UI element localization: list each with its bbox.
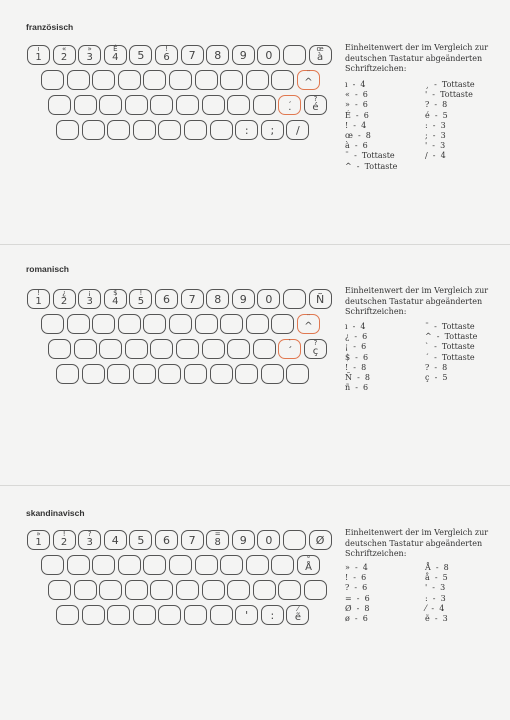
key	[78, 530, 101, 550]
key	[286, 605, 309, 625]
key	[227, 339, 250, 359]
key	[220, 70, 243, 90]
key-upper-glyph: ı	[37, 45, 40, 53]
key	[176, 339, 199, 359]
key	[184, 605, 207, 625]
key	[184, 120, 207, 140]
key	[232, 45, 255, 65]
key-upper-glyph: ¡	[88, 289, 92, 297]
key-upper-glyph: $	[113, 289, 118, 297]
key-upper-glyph: ?	[313, 95, 318, 103]
key	[41, 314, 64, 334]
key	[67, 555, 90, 575]
key	[99, 580, 122, 600]
key-lower-glyph: ç	[312, 346, 319, 357]
key-lower-glyph: 9	[239, 49, 247, 62]
key	[176, 580, 199, 600]
key-lower-glyph: .	[288, 102, 292, 113]
key-lower-glyph: 1	[35, 537, 42, 548]
char-list-left: » - 4 ! - 6 ? - 6 = - 6 Ø - 8 ø - 6	[345, 563, 370, 624]
key-lower-glyph: 6	[163, 293, 170, 306]
key-upper-glyph: ¨	[306, 70, 311, 78]
key-lower-glyph: 6	[163, 534, 170, 547]
key	[257, 530, 280, 550]
key-lower-glyph: 3	[86, 52, 93, 63]
char-list-right: ¨ - Tottaste ^ - Tottaste ` - Tottaste ´ - Tottaste ? - 8 ç - 5	[425, 322, 478, 383]
key-lower-glyph: 0	[265, 534, 273, 547]
key	[210, 605, 233, 625]
key	[150, 339, 173, 359]
key	[143, 555, 166, 575]
key	[41, 70, 64, 90]
key	[210, 364, 233, 384]
key-upper-glyph: !	[62, 530, 66, 538]
key	[125, 580, 148, 600]
key	[304, 339, 327, 359]
key-lower-glyph: 1	[35, 52, 42, 63]
key	[92, 70, 115, 90]
key-lower-glyph: 7	[188, 534, 196, 547]
key	[99, 95, 122, 115]
key-lower-glyph: é	[312, 102, 319, 113]
key-upper-glyph: ⁄	[297, 605, 299, 613]
key-lower-glyph: ^	[304, 77, 313, 88]
key	[48, 580, 71, 600]
key	[155, 530, 178, 550]
key-upper-glyph: »	[87, 45, 92, 53]
key	[107, 364, 130, 384]
key	[235, 120, 258, 140]
key	[133, 364, 156, 384]
key	[143, 314, 166, 334]
key	[232, 530, 255, 550]
key	[155, 45, 178, 65]
key	[235, 364, 258, 384]
key	[202, 339, 225, 359]
key	[169, 555, 192, 575]
key	[27, 45, 50, 65]
char-list-left: ı - 4 « - 6 » - 6 É - 6 ! - 4 œ - 8 à - 6 ¨ - Tottaste ^ - Tottaste	[345, 80, 398, 171]
key-lower-glyph: :	[270, 609, 275, 622]
key-upper-glyph: ?	[313, 339, 318, 347]
key	[184, 364, 207, 384]
key	[206, 45, 229, 65]
key	[278, 95, 301, 115]
key	[143, 70, 166, 90]
key-lower-glyph: 6	[163, 52, 170, 63]
key	[118, 70, 141, 90]
key	[169, 314, 192, 334]
key	[129, 45, 152, 65]
key	[48, 95, 71, 115]
key-lower-glyph: 7	[188, 49, 196, 62]
key	[253, 580, 276, 600]
key-lower-glyph: 2	[60, 296, 68, 307]
key-lower-glyph: ;	[270, 124, 275, 137]
key	[104, 45, 127, 65]
char-list-right: Å - 8 å - 5 ' - 3 : - 3 ⁄ - 4 ẽ - 3	[425, 563, 449, 624]
key-lower-glyph: 4	[112, 296, 119, 307]
key-upper-glyph: `	[288, 339, 292, 347]
key	[125, 339, 148, 359]
key	[283, 530, 306, 550]
key	[158, 364, 181, 384]
key	[227, 580, 250, 600]
section-title: französisch	[26, 22, 74, 32]
key	[297, 555, 320, 575]
key	[74, 95, 97, 115]
key	[283, 45, 306, 65]
key	[82, 605, 105, 625]
key-lower-glyph: 1	[35, 296, 42, 307]
key-upper-glyph: ¨	[306, 314, 311, 322]
key-upper-glyph: =	[214, 530, 221, 538]
key-lower-glyph: à	[317, 52, 324, 63]
key-upper-glyph: °	[306, 555, 311, 563]
key-lower-glyph: /	[296, 124, 300, 137]
key	[235, 605, 258, 625]
section-description: Einheitenwert der im Vergleich zur deutschen Tastatur abgeänderten Schriftzeichen:	[345, 286, 489, 316]
key	[107, 120, 130, 140]
key	[278, 339, 301, 359]
key	[99, 339, 122, 359]
key	[53, 530, 76, 550]
key-lower-glyph: 3	[86, 537, 93, 548]
key-lower-glyph: 0	[265, 293, 273, 306]
key	[232, 289, 255, 309]
key	[176, 95, 199, 115]
key-lower-glyph: 9	[239, 534, 247, 547]
key-lower-glyph: 2	[60, 52, 68, 63]
key	[158, 605, 181, 625]
key	[195, 314, 218, 334]
key	[133, 605, 156, 625]
key-lower-glyph: ẽ	[294, 612, 301, 623]
key	[220, 555, 243, 575]
key	[78, 45, 101, 65]
key	[150, 580, 173, 600]
key-upper-glyph: œ	[316, 45, 324, 53]
key	[304, 580, 327, 600]
key	[155, 289, 178, 309]
key	[246, 555, 269, 575]
key-lower-glyph: 8	[214, 537, 221, 548]
key	[271, 314, 294, 334]
key	[129, 530, 152, 550]
key	[82, 120, 105, 140]
key-lower-glyph: 2	[60, 537, 68, 548]
key-upper-glyph: !	[139, 289, 143, 297]
key	[210, 120, 233, 140]
key-upper-glyph: ¿	[62, 289, 66, 297]
key	[48, 339, 71, 359]
key-lower-glyph: 0	[265, 49, 273, 62]
key-lower-glyph: 7	[188, 293, 196, 306]
key	[56, 364, 79, 384]
key	[261, 605, 284, 625]
key	[53, 45, 76, 65]
key	[118, 314, 141, 334]
key	[202, 580, 225, 600]
key	[118, 555, 141, 575]
key	[278, 580, 301, 600]
char-list-left: ı - 4 ¿ - 6 ¡ - 6 $ - 6 ! - 8 Ñ - 8 ñ - 6	[345, 322, 370, 393]
key	[309, 289, 332, 309]
key	[41, 555, 64, 575]
key-lower-glyph: 5	[137, 49, 145, 62]
section-description: Einheitenwert der im Vergleich zur deutschen Tastatur abgeänderten Schriftzeichen:	[345, 528, 489, 558]
key-lower-glyph: 4	[112, 52, 119, 63]
key-upper-glyph: »	[36, 530, 41, 538]
key	[286, 120, 309, 140]
key	[286, 364, 309, 384]
key-lower-glyph: ´	[287, 346, 293, 357]
key-upper-glyph: ¸	[288, 95, 292, 103]
key	[297, 70, 320, 90]
char-list-right: ¸ - Tottaste ' - Tottaste ? - 8 é - 5 : - 3 ; - 3 ' - 3 / - 4	[425, 80, 475, 161]
key	[74, 339, 97, 359]
key	[246, 70, 269, 90]
key	[271, 70, 294, 90]
key	[67, 70, 90, 90]
key	[246, 314, 269, 334]
key	[92, 314, 115, 334]
key	[261, 364, 284, 384]
key-upper-glyph: É	[113, 45, 118, 53]
key	[195, 555, 218, 575]
key	[92, 555, 115, 575]
key-lower-glyph: 5	[137, 296, 145, 307]
key	[133, 120, 156, 140]
key	[261, 120, 284, 140]
key	[309, 530, 332, 550]
key	[67, 314, 90, 334]
key-lower-glyph: :	[244, 124, 249, 137]
key-lower-glyph: 8	[214, 293, 222, 306]
key-lower-glyph: '	[245, 609, 249, 622]
section-title: skandinavisch	[26, 508, 85, 518]
key	[257, 289, 280, 309]
key	[181, 45, 204, 65]
key-lower-glyph: 4	[111, 534, 119, 547]
key-upper-glyph: !	[165, 45, 168, 53]
key	[158, 120, 181, 140]
key	[220, 314, 243, 334]
key-upper-glyph: !	[37, 289, 40, 297]
key-lower-glyph: 5	[137, 534, 145, 547]
key	[227, 95, 250, 115]
key	[271, 555, 294, 575]
key-lower-glyph: Å	[305, 562, 312, 573]
key	[82, 364, 105, 384]
key	[253, 339, 276, 359]
key-lower-glyph: Ø	[315, 534, 325, 547]
key	[78, 289, 101, 309]
key	[129, 289, 152, 309]
key	[53, 289, 76, 309]
key	[253, 95, 276, 115]
section-description: Einheitenwert der im Vergleich zur deutschen Tastatur abgeänderten Schriftzeichen:	[345, 43, 489, 73]
key-lower-glyph: 8	[214, 49, 222, 62]
key	[202, 95, 225, 115]
key	[304, 95, 327, 115]
key	[181, 289, 204, 309]
key	[195, 70, 218, 90]
key	[27, 289, 50, 309]
key	[56, 120, 79, 140]
key-lower-glyph: Ñ	[315, 293, 325, 306]
key	[56, 605, 79, 625]
key	[181, 530, 204, 550]
key	[283, 289, 306, 309]
key-upper-glyph: ?	[87, 530, 92, 538]
key-upper-glyph: «	[61, 45, 67, 53]
key	[125, 95, 148, 115]
key	[107, 605, 130, 625]
key-lower-glyph: 9	[239, 293, 247, 306]
key	[206, 289, 229, 309]
key	[104, 289, 127, 309]
key	[104, 530, 127, 550]
key	[169, 70, 192, 90]
key-lower-glyph: 3	[86, 296, 93, 307]
key	[297, 314, 320, 334]
key	[150, 95, 173, 115]
key	[27, 530, 50, 550]
key	[206, 530, 229, 550]
key	[74, 580, 97, 600]
key	[257, 45, 280, 65]
key-lower-glyph: ^	[304, 321, 313, 332]
key	[309, 45, 332, 65]
section-title: romanisch	[26, 264, 69, 274]
